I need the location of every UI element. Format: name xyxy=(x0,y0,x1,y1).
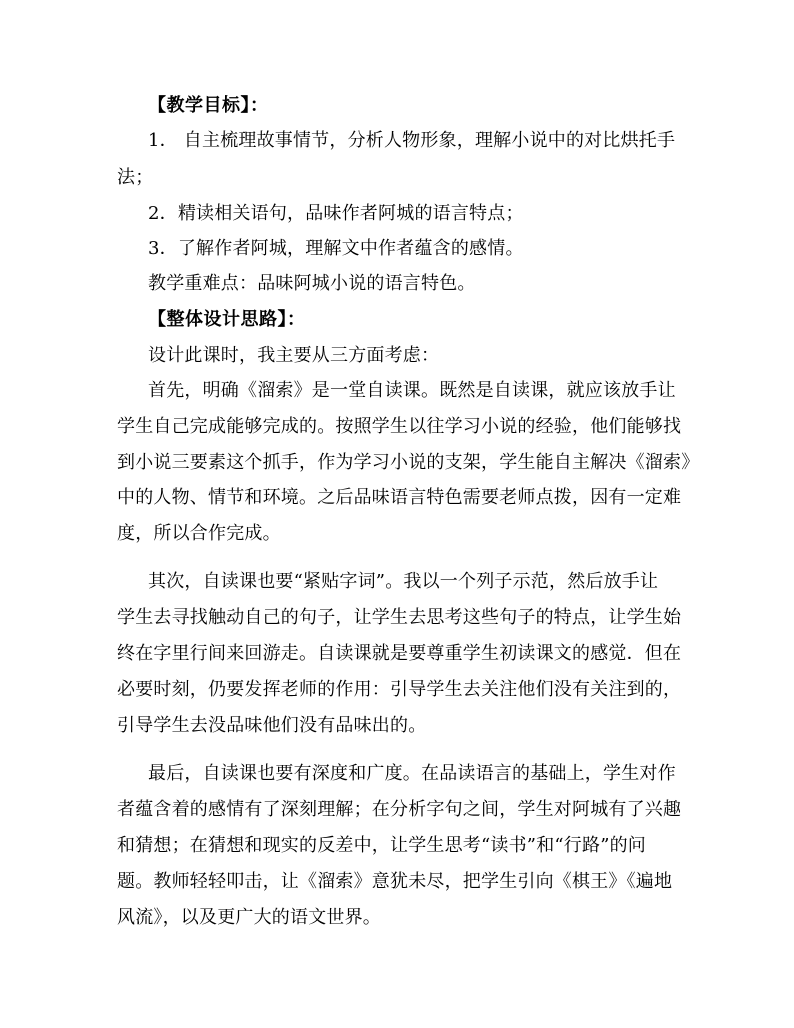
para2-line: 必要时刻，仍要发挥老师的作用：引导学生去关注他们没有关注到的， xyxy=(117,679,682,700)
para2-line: 其次，自读课也要“紧贴字词”。我以一个列子示范，然后放手让 xyxy=(148,571,659,592)
para1-line: 学生自己完成能够完成的。按照学生以往学习小说的经验，他们能够找 xyxy=(117,416,682,437)
objective-1-line-1: 1． 自主梳理故事情节，分析人物形象，理解小说中的对比烘托手 xyxy=(148,130,676,151)
objective-3: 3．了解作者阿城，理解文中作者蕴含的感情。 xyxy=(148,238,524,259)
para2-line: 引导学生去没品味他们没有品味出的。 xyxy=(117,715,427,736)
objective-1-line-2: 法； xyxy=(117,167,154,188)
para3-line: 最后，自读课也要有深度和广度。在品读语言的基础上，学生对作 xyxy=(148,763,676,784)
design-intro: 设计此课时，我主要从三方面考虑： xyxy=(148,345,440,366)
para1-line: 首先，明确《溜索》是一堂自读课。既然是自读课，就应该放手让 xyxy=(148,380,676,401)
objectives-heading: 【教学目标】： xyxy=(148,95,269,116)
para2-line: 学生去寻找触动自己的句子，让学生去思考这些句子的特点，让学生始 xyxy=(117,607,682,628)
para1-line: 中的人物、情节和环境。之后品味语言特色需要老师点拨，因有一定难 xyxy=(117,487,682,508)
design-heading: 【整体设计思路】： xyxy=(148,309,306,330)
para3-line: 题。教师轻轻叩击，让《溜索》意犹未尽，把学生引向《棋王》《遍地 xyxy=(117,871,673,892)
para2-line: 终在字里行间来回游走。自读课就是要尊重学生初读课文的感觉．但在 xyxy=(117,643,682,664)
para3-line: 者蕴含着的感情有了深刻理解；在分析字句之间，学生对阿城有了兴趣 xyxy=(117,799,682,820)
para1-line: 到小说三要素这个抓手，作为学习小说的支架，学生能自主解决《溜索》 xyxy=(117,452,700,473)
key-point: 教学重难点：品味阿城小说的语言特色。 xyxy=(148,273,476,294)
para1-line: 度，所以合作完成。 xyxy=(117,523,281,544)
para3-line: 和猜想；在猜想和现实的反差中，让学生思考“读书”和“行路”的问 xyxy=(117,835,647,856)
objective-2: 2．精读相关语句，品味作者阿城的语言特点； xyxy=(148,203,524,224)
para3-line: 风流》，以及更广大的语文世界。 xyxy=(117,907,381,928)
